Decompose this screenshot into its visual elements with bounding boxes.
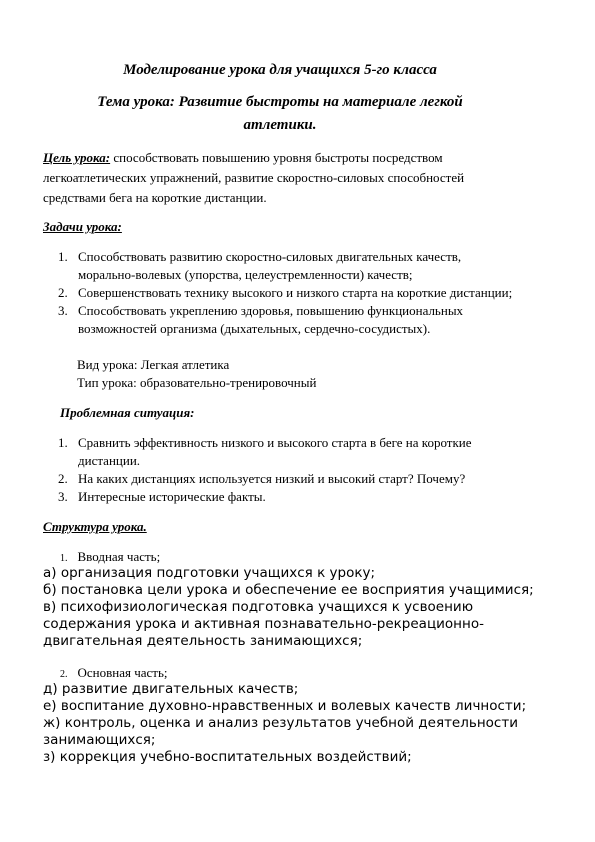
- lesson-kind: Вид урока: Легкая атлетика: [77, 357, 230, 372]
- list-item: 1. Способствовать развитию скоростно-силовых двигательных качеств, морально-волевых (упорства, целеустремленности) качеств;: [58, 249, 462, 282]
- lesson-type: Тип урока: образовательно-тренировочный: [77, 375, 317, 390]
- goal-paragraph: [43, 148, 513, 208]
- list-item: в) психофизиологическая подготовка учащихся к усвоению содержания урока и активная познавательно-рекреационно-двигательная деятельность занимающихся;: [43, 599, 484, 649]
- goal-label: Цель урока:: [43, 150, 111, 165]
- list-item: а) организация подготовки учащихся к уроку;: [43, 565, 376, 581]
- part1-heading: 1. Вводная часть;: [60, 549, 161, 564]
- list-item: 2. Совершенствовать технику высокого и низкого старта на короткие дистанции;: [58, 285, 513, 300]
- list-item: 3. Способствовать укреплению здоровья, повышению функциональных возможностей организма (дыхательных, сердечно-сосудистых).: [58, 303, 464, 336]
- problem-heading: Проблемная ситуация:: [60, 405, 195, 420]
- list-item: 2. На каких дистанциях используется низкий и высокий старт? Почему?: [58, 471, 466, 486]
- list-item: 1. Сравнить эффективность низкого и высокого старта в беге на короткие дистанции.: [58, 435, 472, 468]
- list-item: е) воспитание духовно-нравственных и волевых качеств личности;: [43, 698, 527, 714]
- document-title: Моделирование урока для учащихся 5-го класса: [123, 62, 437, 78]
- part2-heading: 2. Основная часть;: [60, 665, 168, 680]
- list-item: 3. Интересные исторические факты.: [58, 489, 266, 504]
- part2-items: [43, 681, 543, 766]
- tasks-list: [58, 248, 518, 338]
- goal-text: способствовать повышению уровня быстроты посредством легкоатлетических упражнений, развитие скоростно-силовых способностей средствами бега на короткие дистанции.: [43, 150, 465, 205]
- lesson-topic-line2: атлетики.: [243, 117, 317, 133]
- list-item: д) развитие двигательных качеств;: [43, 681, 299, 697]
- structure-heading: Структура урока.: [43, 519, 147, 534]
- list-item: б) постановка цели урока и обеспечение ее восприятия учащимися;: [43, 582, 534, 598]
- list-item: з) коррекция учебно-воспитательных воздействий;: [43, 749, 412, 765]
- problem-list: [58, 434, 518, 506]
- list-item: ж) контроль, оценка и анализ результатов учебной деятельности занимающихся;: [43, 715, 518, 748]
- part1-items: [43, 565, 543, 650]
- tasks-heading: Задачи урока:: [43, 219, 122, 234]
- lesson-topic-line1: Тема урока: Развитие быстроты на материале легкой: [97, 94, 463, 110]
